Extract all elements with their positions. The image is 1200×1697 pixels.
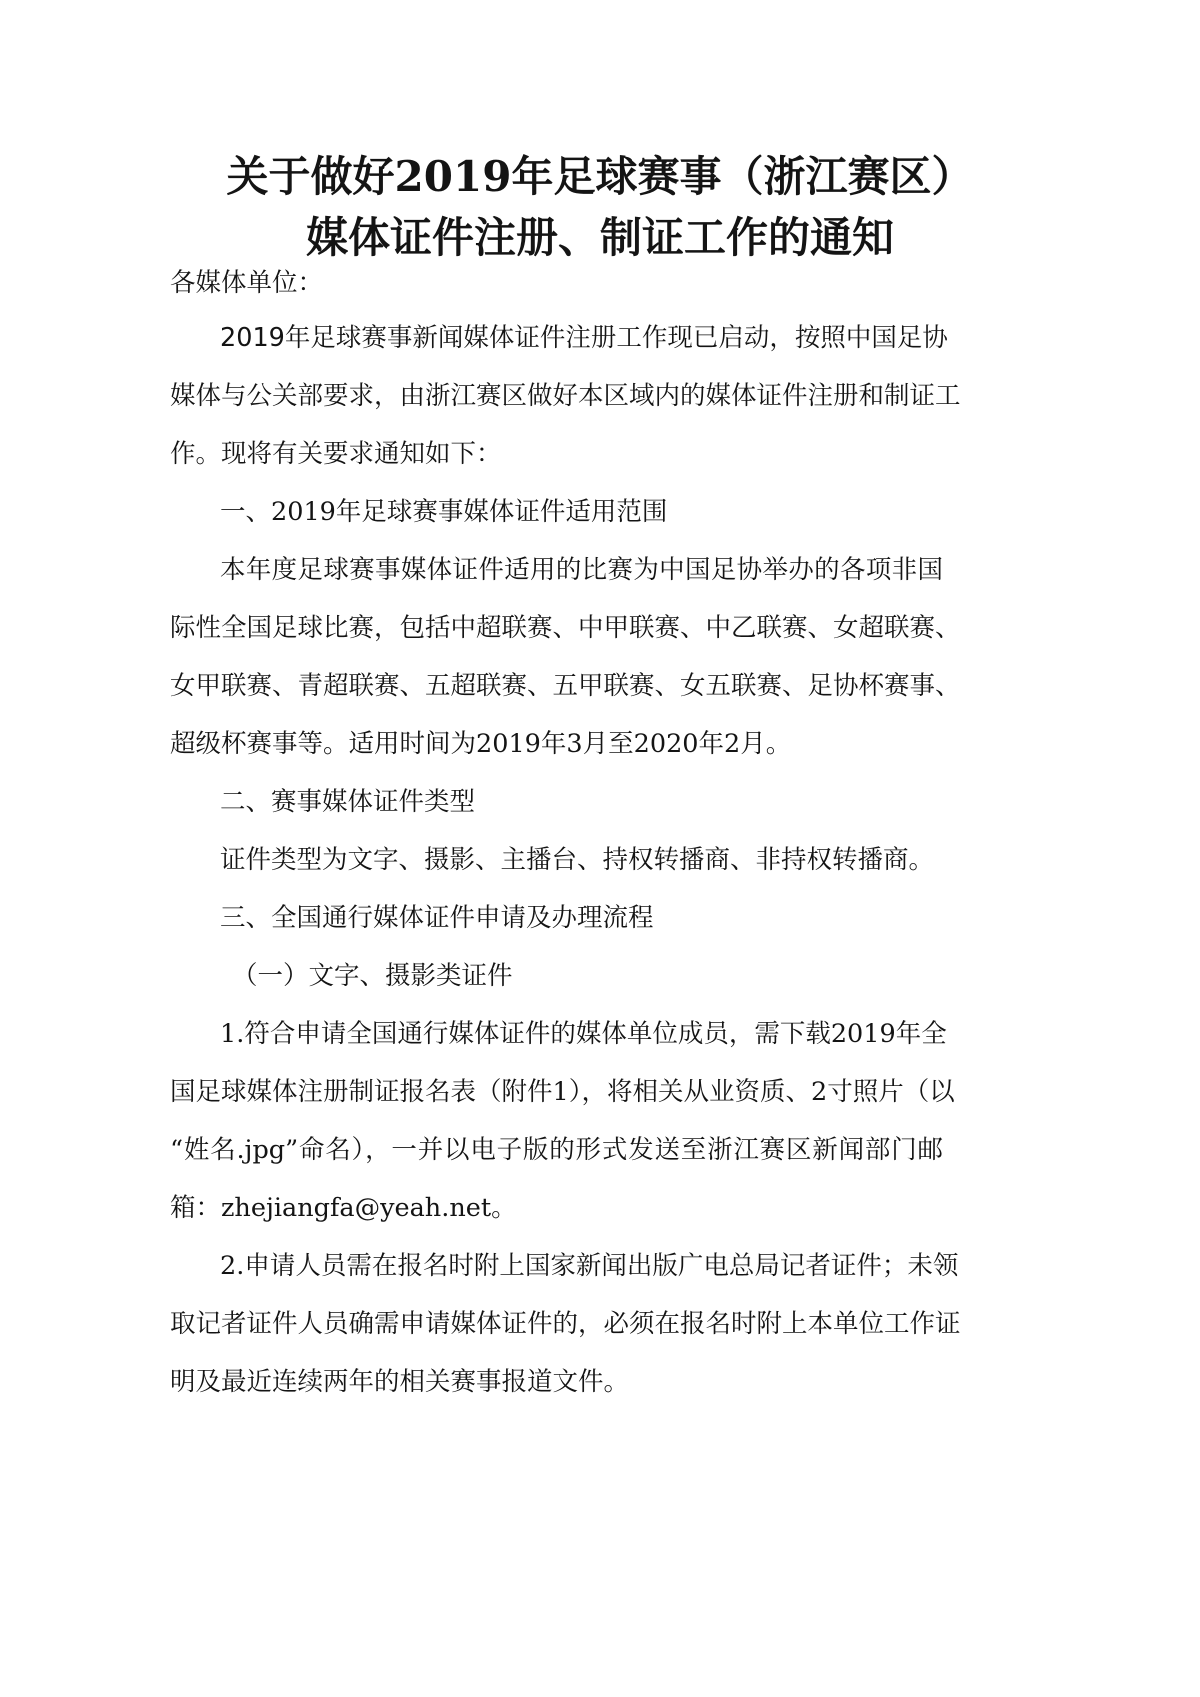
intro-line: 作。现将有关要求通知如下：: [170, 439, 502, 469]
item1-line: 1.符合申请全国通行媒体证件的媒体单位成员，需下载2019年全: [220, 1019, 947, 1049]
item2-line: 明及最近连续两年的相关赛事报道文件。: [170, 1367, 630, 1397]
section-heading-3: 三、全国通行媒体证件申请及办理流程: [220, 903, 654, 933]
document-title-line-2: 媒体证件注册、制证工作的通知: [305, 213, 894, 262]
intro-line: 2019年足球赛事新闻媒体证件注册工作现已启动，按照中国足协: [220, 323, 948, 353]
section2-body: 证件类型为文字、摄影、主播台、持权转播商、非持权转播商。: [220, 845, 935, 875]
item1-line: 箱：zhejiangfa@yeah.net。: [170, 1193, 517, 1223]
salutation: 各媒体单位：: [170, 268, 324, 298]
section1-body-line: 超级杯赛事等。适用时间为2019年3月至2020年2月。: [170, 729, 792, 759]
section-heading-1: 一、2019年足球赛事媒体证件适用范围: [220, 497, 668, 527]
item1-line: 国足球媒体注册制证报名表（附件1），将相关从业资质、2寸照片（以: [170, 1077, 955, 1107]
section3-subheading-1: （一）文字、摄影类证件: [232, 961, 513, 991]
intro-line: 媒体与公关部要求，由浙江赛区做好本区域内的媒体证件注册和制证工: [170, 381, 961, 411]
section1-body-line: 本年度足球赛事媒体证件适用的比赛为中国足协举办的各项非国: [220, 555, 943, 585]
item1-line: “姓名.jpg”命名），一并以电子版的形式发送至浙江赛区新闻部门邮: [170, 1135, 943, 1165]
document-title-line-1: 关于做好2019年足球赛事（浙江赛区）: [226, 152, 974, 201]
item2-line: 2.申请人员需在报名时附上国家新闻出版广电总局记者证件；未领: [220, 1251, 959, 1281]
section1-body-line: 女甲联赛、青超联赛、五超联赛、五甲联赛、女五联赛、足协杯赛事、: [170, 671, 961, 701]
section1-body-line: 际性全国足球比赛，包括中超联赛、中甲联赛、中乙联赛、女超联赛、: [170, 613, 961, 643]
section-heading-2: 二、赛事媒体证件类型: [220, 787, 476, 817]
item2-line: 取记者证件人员确需申请媒体证件的，必须在报名时附上本单位工作证: [170, 1309, 961, 1339]
